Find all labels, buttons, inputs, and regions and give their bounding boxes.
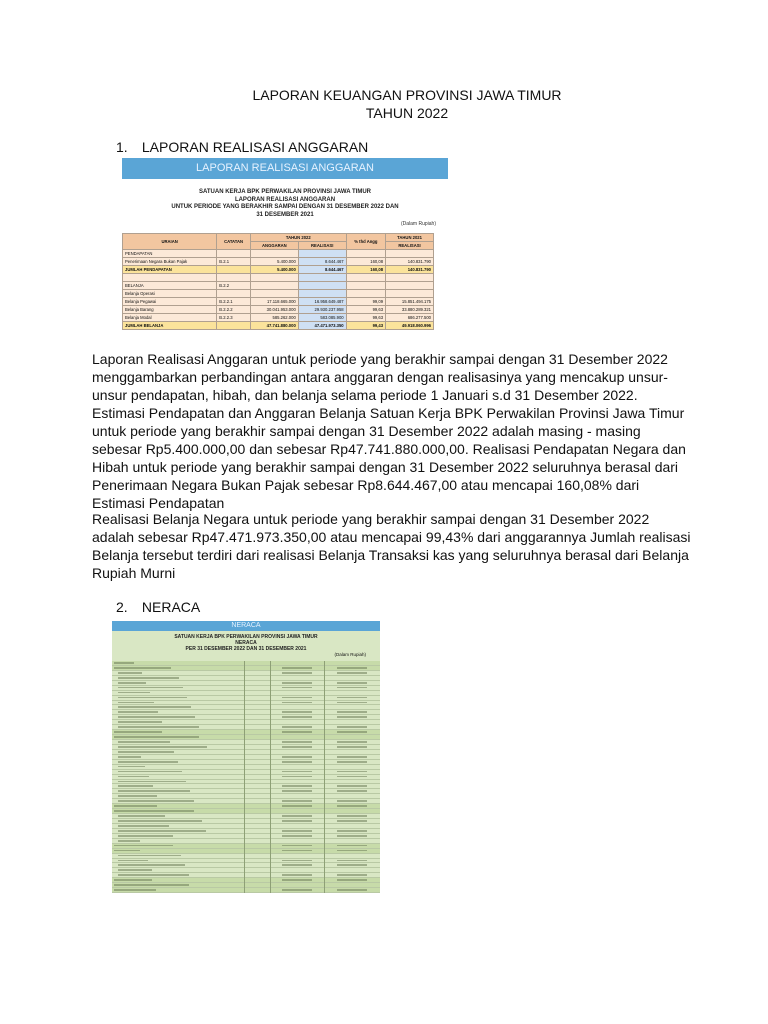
lra-cell-uraian: PENDAPATAN xyxy=(123,250,217,258)
lra-row xyxy=(123,258,434,266)
section-title: LAPORAN REALISASI ANGGARAN xyxy=(141,139,369,155)
lra-cell-pct xyxy=(346,250,385,258)
col-realisasi-2021: REALISASI xyxy=(386,242,434,250)
lra-cell-r2021 xyxy=(386,250,434,258)
lra-cell-r2021: 140.831.790 xyxy=(386,266,434,274)
lra-cell-pct: 99,09 xyxy=(346,298,385,306)
lra-header-row xyxy=(123,234,434,242)
lra-row xyxy=(123,274,434,282)
lra-cell-r2021: 33.880.289.321 xyxy=(386,306,434,314)
lra-table xyxy=(122,233,434,330)
lra-cell-realisasi xyxy=(298,290,346,298)
col-tahun-2021: TAHUN 2021 xyxy=(386,234,434,242)
lra-row xyxy=(123,322,434,330)
lra-cell-catatan: B.2.2.1 xyxy=(217,298,251,306)
lra-subtitle-line: UNTUK PERIODE YANG BERAKHIR SAMPAI DENGAN 31 DESEMBER 2022 DAN xyxy=(171,204,399,210)
col-pct: % thd Angg xyxy=(346,234,385,250)
lra-cell-anggaran: 5.400.000 xyxy=(250,266,298,274)
lra-cell-uraian: Belanja Modal xyxy=(123,314,217,322)
col-anggaran: ANGGARAN xyxy=(250,242,298,250)
lra-row xyxy=(123,298,434,306)
neraca-column-rule xyxy=(244,661,245,893)
lra-cell-anggaran xyxy=(250,274,298,282)
lra-cell-pct: 160,08 xyxy=(346,266,385,274)
lra-unit: (Dalam Rupiah) xyxy=(400,221,436,227)
lra-cell-pct: 160,08 xyxy=(346,258,385,266)
lra-cell-realisasi xyxy=(298,282,346,290)
section-number: 1. xyxy=(116,139,128,155)
section-number: 2. xyxy=(116,599,128,615)
lra-cell-realisasi xyxy=(298,274,346,282)
lra-cell-r2021: 140.831.790 xyxy=(386,258,434,266)
lra-cell-realisasi xyxy=(298,250,346,258)
lra-cell-catatan: B.2.2.2 xyxy=(217,306,251,314)
lra-cell-realisasi: 8.644.467 xyxy=(298,266,346,274)
section-title: NERACA xyxy=(141,599,201,615)
document-year: TAHUN 2022 xyxy=(365,105,449,121)
lra-body xyxy=(123,250,434,330)
lra-cell-r2021: 49.918.060.996 xyxy=(386,322,434,330)
lra-subtitle-line: LAPORAN REALISASI ANGGARAN xyxy=(234,196,336,203)
lra-row xyxy=(123,290,434,298)
neraca-rows-texture xyxy=(112,661,380,893)
neraca-subtitle xyxy=(112,634,380,652)
lra-cell-anggaran: 47.741.880.000 xyxy=(250,322,298,330)
lra-cell-catatan: B.2.2 xyxy=(217,282,251,290)
lra-cell-anggaran: 30.041.953.000 xyxy=(250,306,298,314)
lra-cell-uraian: Penerimaan Negara Bukan Pajak xyxy=(123,258,217,266)
lra-cell-r2021 xyxy=(386,282,434,290)
lra-cell-uraian: Belanja Pegawai xyxy=(123,298,217,306)
lra-cell-anggaran: 5.400.000 xyxy=(250,258,298,266)
lra-cell-pct: 99,63 xyxy=(346,306,385,314)
lra-cell-catatan xyxy=(217,290,251,298)
neraca-column-rule xyxy=(270,661,271,893)
lra-cell-r2021 xyxy=(386,274,434,282)
lra-row xyxy=(123,306,434,314)
lra-cell-pct xyxy=(346,274,385,282)
lra-cell-anggaran: 585.262.000 xyxy=(250,314,298,322)
lra-table-figure xyxy=(122,158,448,334)
col-tahun-2022: TAHUN 2022 xyxy=(250,234,346,242)
section-heading-neraca xyxy=(116,599,200,615)
lra-cell-realisasi: 29.930.237.958 xyxy=(298,306,346,314)
lra-cell-anggaran xyxy=(250,290,298,298)
lra-cell-catatan: B.2.1 xyxy=(217,258,251,266)
lra-cell-uraian: Belanja Operasi xyxy=(123,290,217,298)
neraca-subtitle-line: NERACA xyxy=(235,640,257,646)
lra-cell-catatan: B.2.2.3 xyxy=(217,314,251,322)
lra-row xyxy=(123,266,434,274)
lra-cell-realisasi: 8.644.467 xyxy=(298,258,346,266)
section-heading-lra xyxy=(116,139,368,155)
neraca-unit: (Dalam Rupiah) xyxy=(334,652,366,657)
lra-cell-uraian: Belanja Barang xyxy=(123,306,217,314)
lra-cell-r2021 xyxy=(386,290,434,298)
lra-cell-pct xyxy=(346,282,385,290)
lra-cell-realisasi: 47.471.973.350 xyxy=(298,322,346,330)
lra-banner: LAPORAN REALISASI ANGGARAN xyxy=(122,158,448,179)
lra-subtitle-line: SATUAN KERJA BPK PERWAKILAN PROVINSI JAWA TIMUR xyxy=(198,189,371,195)
lra-cell-catatan xyxy=(217,250,251,258)
lra-cell-anggaran xyxy=(250,250,298,258)
lra-subtitle xyxy=(122,189,448,219)
lra-cell-catatan xyxy=(217,266,251,274)
paragraph-belanja-summary: Realisasi Belanja Negara untuk periode yang berakhir sampai dengan 31 Desember 2022 adalah sebesar Rp47.471.973.350,00 atau mencapai 99,43% dari anggarannya Jumlah realisasi Belanja tersebut terdiri dari realisasi Belanja Transaksi kas yang seluruhnya berasal dari Belanja Rupiah Murni xyxy=(92,511,691,581)
neraca-subtitle-line: PER 31 DESEMBER 2022 DAN 31 DESEMBER 2021 xyxy=(185,646,307,652)
lra-subtitle-line: 31 DESEMBER 2021 xyxy=(256,211,314,218)
lra-cell-pct xyxy=(346,290,385,298)
lra-row xyxy=(123,314,434,322)
lra-cell-catatan xyxy=(217,274,251,282)
lra-cell-catatan xyxy=(217,322,251,330)
col-realisasi: REALISASI xyxy=(298,242,346,250)
lra-row xyxy=(123,282,434,290)
lra-cell-uraian: BELANJA xyxy=(123,282,217,290)
lra-cell-r2021: 686.277.500 xyxy=(386,314,434,322)
col-catatan: CATATAN xyxy=(217,234,251,250)
col-uraian: URAIAN xyxy=(123,234,217,250)
lra-cell-pct: 99,63 xyxy=(346,314,385,322)
neraca-banner: NERACA xyxy=(112,621,380,631)
lra-cell-realisasi: 16.958.649.487 xyxy=(298,298,346,306)
lra-cell-uraian: JUMLAH BELANJA xyxy=(123,322,217,330)
document-title: LAPORAN KEUANGAN PROVINSI JAWA TIMUR xyxy=(252,87,562,103)
neraca-table-figure xyxy=(112,621,380,893)
neraca-column-rule xyxy=(324,661,325,893)
lra-cell-uraian xyxy=(123,274,217,282)
lra-cell-r2021: 15.851.494.175 xyxy=(386,298,434,306)
lra-cell-anggaran: 17.118.665.000 xyxy=(250,298,298,306)
lra-cell-uraian: JUMLAH PENDAPATAN xyxy=(123,266,217,274)
lra-row xyxy=(123,250,434,258)
neraca-subtitle-line: SATUAN KERJA BPK PERWAKILAN PROVINSI JAWA TIMUR xyxy=(174,634,318,640)
lra-cell-realisasi: 583.085.900 xyxy=(298,314,346,322)
lra-cell-anggaran xyxy=(250,282,298,290)
paragraph-lra-summary: Laporan Realisasi Anggaran untuk periode yang berakhir sampai dengan 31 Desember 2022 menggambarkan perbandingan antara anggaran dengan realisasinya yang mencakup unsur-unsur pendapatan, hibah, dan belanja selama periode 1 Januari s.d 31 Desember 2022. Estimasi Pendapatan dan Anggaran Belanja Satuan Kerja BPK Perwakilan Provinsi Jawa Timur untuk periode yang berakhir sampai dengan 31 Desember 2022 adalah masing - masing sebesar Rp5.400.000,00 dan sebesar Rp47.741.880.000,00. Realisasi Pendapatan Negara dan Hibah untuk periode yang berakhir sampai dengan 31 Desember 2022 seluruhnya berasal dari Penerimaan Negara Bukan Pajak sebesar Rp8.644.467,00 atau mencapai 160,08% dari Estimasi Pendapatan xyxy=(92,351,686,511)
lra-cell-pct: 99,43 xyxy=(346,322,385,330)
